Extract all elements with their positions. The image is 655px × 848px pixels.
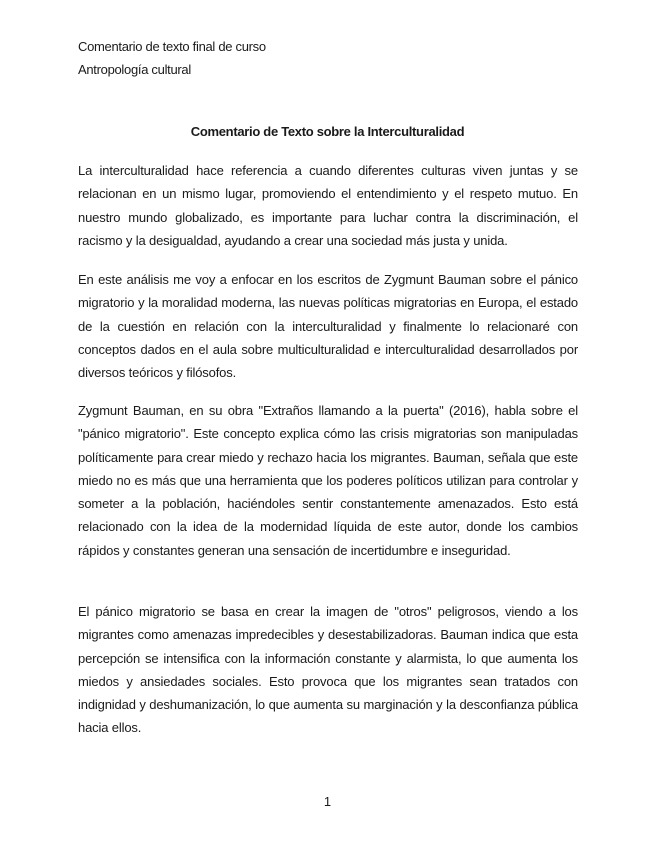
page-number: 1 [323,794,332,809]
paragraph-3: Zygmunt Bauman, en su obra "Extraños llamando a la puerta" (2016), habla sobre el "pánico migratorio". Este concepto explica cómo las crisis migratorias son manipuladas políticamente para crear miedo y rechazo hacia los migrantes. Bauman, señala que este miedo no es más que una herramienta que los poderes políticos utilizan para controlar y someter a la población, haciéndoles sentir constantemente amenazados. Esto está relacionado con la idea de la modernidad líquida de este autor, donde los cambios rápidos y constantes generan una sensación de incertidumbre e inseguridad. [78,403,578,558]
paragraph-4: El pánico migratorio se basa en crear la imagen de "otros" peligrosos, viendo a los migrantes como amenazas impredecibles y desestabilizadoras. Bauman indica que esta percepción se intensifica con la información constante y alarmista, lo que aumenta los miedos y ansiedades sociales. Esto provoca que los migrantes sean tratados con indignidad y deshumanización, lo que aumenta su marginación y la desconfianza pública hacia ellos. [78,604,578,736]
paragraph-2: En este análisis me voy a enfocar en los escritos de Zygmunt Bauman sobre el pánico migratorio y la moralidad moderna, las nuevas políticas migratorias en Europa, el estado de la cuestión en relación con la interculturalidad y finalmente lo relacionaré con conceptos dados en el aula sobre multiculturalidad e interculturalidad desarrollados por diversos teóricos y filósofos. [78,272,578,381]
header-course-line: Comentario de texto final de curso [78,39,266,54]
header-subject-line: Antropología cultural [78,62,191,77]
paragraph-1: La interculturalidad hace referencia a cuando diferentes culturas viven juntas y se relacionan en un mismo lugar, promoviendo el entendimiento y el respeto mutuo. En nuestro mundo globalizado, es importante para luchar contra la discriminación, el racismo y la desigualdad, ayudando a crear una sociedad más justa y unida. [78,163,578,248]
document-title: Comentario de Texto sobre la Interculturalidad [190,124,465,139]
